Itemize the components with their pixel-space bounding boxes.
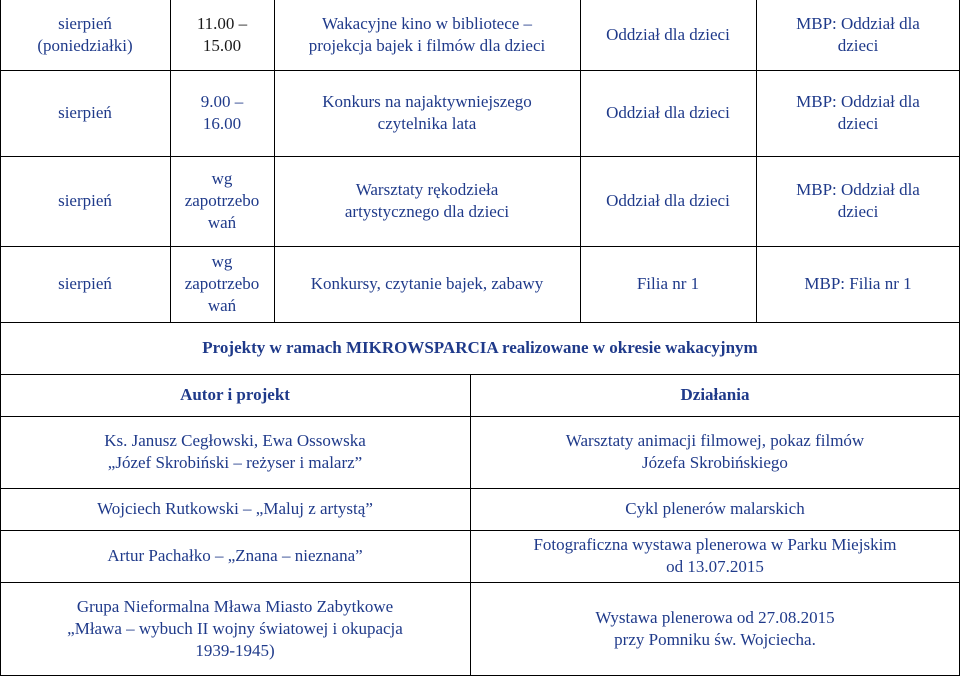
cell-period: sierpień (poniedziałki)	[37, 14, 133, 55]
project-author: Artur Pachałko – „Znana – nieznana”	[107, 546, 363, 565]
cell-organizer: MBP: Oddział dla dzieci	[796, 92, 920, 133]
cell-organizer: MBP: Oddział dla dzieci	[796, 14, 920, 55]
rule-v	[470, 374, 471, 676]
rule-v	[274, 0, 275, 322]
cell-place: Oddział dla dzieci	[606, 191, 730, 210]
header-author: Autor i projekt	[180, 385, 290, 404]
project-actions: Fotograficzna wystawa plenerowa w Parku Miejskim od 13.07.2015	[533, 535, 897, 576]
cell-time: wg zapotrzebo wań	[184, 252, 260, 315]
cell-time: 11.00 – 15.00	[196, 14, 248, 55]
rule-h	[0, 322, 960, 323]
project-author: Wojciech Rutkowski – „Maluj z artystą”	[97, 499, 373, 518]
cell-time: wg zapotrzebo wań	[184, 169, 260, 232]
rule-v	[756, 0, 757, 322]
cell-period: sierpień	[58, 191, 112, 210]
project-actions: Warsztaty animacji filmowej, pokaz filmów Józefa Skrobińskiego	[565, 431, 865, 472]
rule-h	[0, 70, 960, 71]
header-actions: Działania	[680, 385, 750, 404]
cell-period: sierpień	[58, 274, 112, 293]
cell-place: Oddział dla dzieci	[606, 103, 730, 122]
rule-v	[580, 0, 581, 322]
rule-h	[0, 156, 960, 157]
rule-v	[170, 0, 171, 322]
rule-h	[0, 582, 960, 583]
cell-time: 9.00 – 16.00	[200, 92, 244, 133]
rule-h	[0, 246, 960, 247]
rule-h	[0, 530, 960, 531]
cell-event: Konkursy, czytanie bajek, zabawy	[310, 274, 544, 293]
rule-h	[0, 374, 960, 375]
rule-h	[0, 488, 960, 489]
cell-event: Konkurs na najaktywniejszego czytelnika lata	[322, 92, 532, 133]
cell-organizer: MBP: Filia nr 1	[804, 274, 912, 293]
cell-event: Warsztaty rękodzieła artystycznego dla dzieci	[344, 180, 510, 221]
project-author: Ks. Janusz Cegłowski, Ewa Ossowska „Józef Skrobiński – reżyser i malarz”	[104, 431, 366, 472]
cell-place: Oddział dla dzieci	[606, 25, 730, 44]
project-author: Grupa Nieformalna Mława Miasto Zabytkowe „Mława – wybuch II wojny światowej i okupacja 1939-1945)	[67, 597, 403, 660]
cell-organizer: MBP: Oddział dla dzieci	[796, 180, 920, 221]
cell-event: Wakacyjne kino w bibliotece – projekcja bajek i filmów dla dzieci	[308, 14, 546, 55]
rule-v	[0, 0, 1, 676]
project-actions: Wystawa plenerowa od 27.08.2015 przy Pomniku św. Wojciecha.	[595, 608, 835, 649]
rule-h	[0, 416, 960, 417]
cell-place: Filia nr 1	[636, 274, 700, 293]
project-actions: Cykl plenerów malarskich	[625, 499, 805, 518]
cell-period: sierpień	[58, 103, 112, 122]
projects-title: Projekty w ramach MIKROWSPARCIA realizowane w okresie wakacyjnym	[202, 338, 758, 357]
